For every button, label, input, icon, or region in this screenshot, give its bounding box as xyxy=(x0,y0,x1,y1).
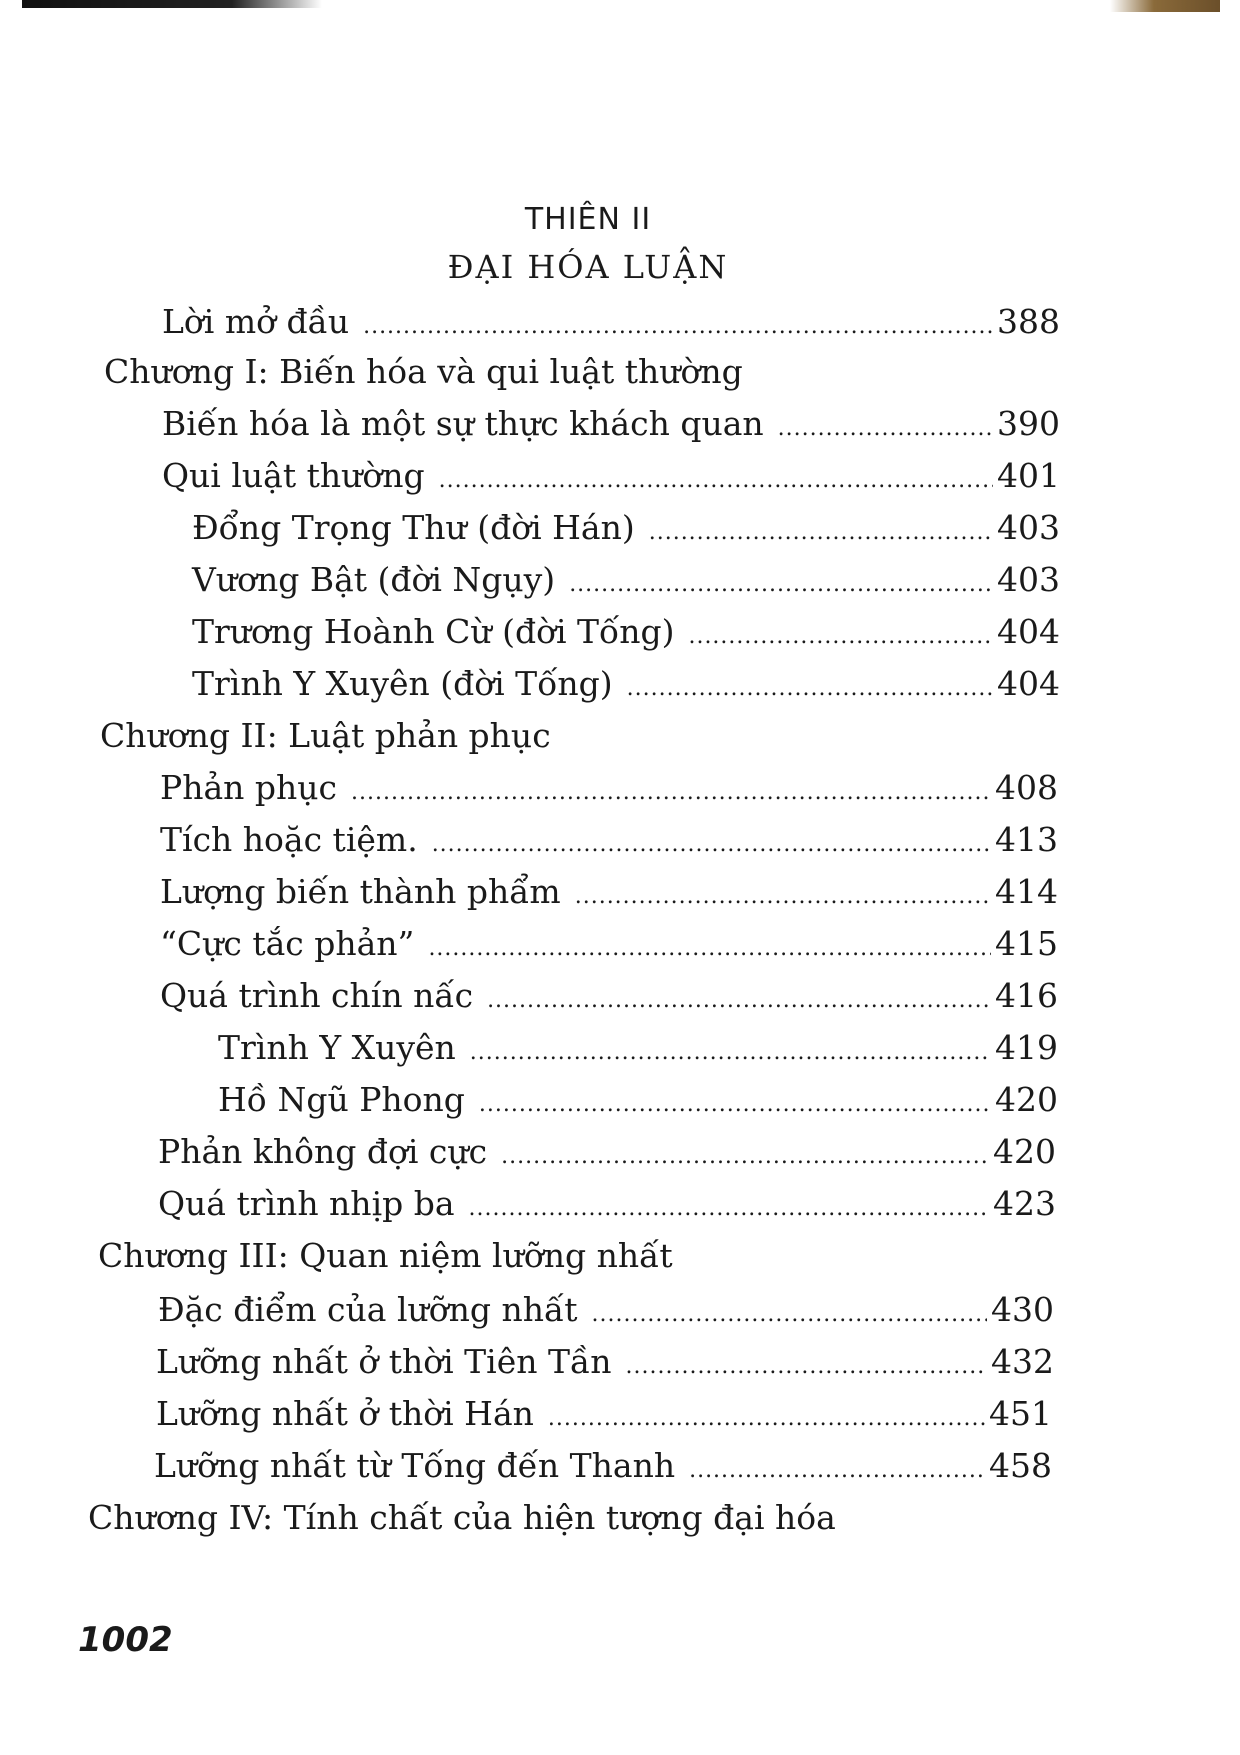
toc-entry-page: 404 xyxy=(997,612,1060,651)
toc-entry xyxy=(192,664,1060,709)
toc-entry-label: Trình Y Xuyên xyxy=(218,1028,456,1067)
toc-leader-dots xyxy=(501,1137,989,1177)
toc-entry-label: Trình Y Xuyên (đời Tống) xyxy=(192,664,613,703)
toc-entry-page: 404 xyxy=(997,664,1060,703)
toc-entry-label: Lời mở đầu xyxy=(162,302,350,341)
toc-entry xyxy=(156,1394,1052,1439)
toc-entry-page: 420 xyxy=(995,1080,1058,1119)
toc-entry xyxy=(158,1184,1056,1229)
toc-leader-dots xyxy=(428,929,991,969)
toc-entry-page: 408 xyxy=(995,768,1058,807)
toc-leader-dots xyxy=(363,307,993,347)
toc-entry xyxy=(160,976,1058,1021)
toc-entry-label: Lưỡng nhất ở thời Hán xyxy=(156,1394,534,1433)
toc-entry-page: 390 xyxy=(997,404,1060,443)
toc-entry xyxy=(218,1080,1058,1125)
toc-entry-page: 451 xyxy=(989,1394,1052,1433)
toc-entry-page: 414 xyxy=(995,872,1058,911)
toc-entry xyxy=(162,456,1060,501)
toc-leader-dots xyxy=(469,1189,989,1229)
toc-entry-label: Đặc điểm của lưỡng nhất xyxy=(158,1290,578,1329)
toc-entry-label: Biến hóa là một sự thực khách quan xyxy=(162,404,764,443)
toc-leader-dots xyxy=(688,617,993,657)
toc-entry-page: 432 xyxy=(991,1342,1054,1381)
toc-entry xyxy=(160,872,1058,917)
toc-entry-label: Lưỡng nhất từ Tống đến Thanh xyxy=(154,1446,676,1485)
chapter-heading: Chương IV: Tính chất của hiện tượng đại hóa xyxy=(88,1498,836,1537)
part-title: ĐẠI HÓA LUẬN xyxy=(447,248,729,286)
toc-leader-dots xyxy=(778,409,993,449)
toc-entry-page: 430 xyxy=(991,1290,1054,1329)
toc-entry-page: 415 xyxy=(995,924,1058,963)
toc-entry-label: Phản không đợi cực xyxy=(158,1132,488,1171)
toc-entry xyxy=(192,612,1060,657)
chapter-heading: Chương III: Quan niệm lưỡng nhất xyxy=(98,1236,673,1275)
toc-entry-page: 419 xyxy=(995,1028,1058,1067)
toc-leader-dots xyxy=(689,1451,985,1491)
toc-entry-label: Qui luật thường xyxy=(162,456,425,495)
toc-entry xyxy=(156,1342,1054,1387)
toc-entry xyxy=(158,1132,1056,1177)
toc-entry-label: “Cực tắc phản” xyxy=(160,924,415,963)
toc-entry-label: Vương Bật (đời Ngụy) xyxy=(192,560,556,599)
toc-entry-label: Lưỡng nhất ở thời Tiên Tần xyxy=(156,1342,612,1381)
toc-entry-page: 403 xyxy=(997,560,1060,599)
toc-leader-dots xyxy=(432,825,991,865)
toc-entry-page: 401 xyxy=(997,456,1060,495)
toc-entry-page: 423 xyxy=(993,1184,1056,1223)
toc-entry-label: Hồ Ngũ Phong xyxy=(218,1080,465,1119)
toc-entry-label: Quá trình chín nấc xyxy=(160,976,474,1015)
toc-entry xyxy=(160,768,1058,813)
toc-leader-dots xyxy=(569,565,993,605)
toc-leader-dots xyxy=(627,669,993,709)
toc-entry-label: Trương Hoành Cừ (đời Tống) xyxy=(192,612,675,651)
toc-entry xyxy=(160,924,1058,969)
page-number: 1002 xyxy=(78,1620,173,1660)
toc-leader-dots xyxy=(548,1399,985,1439)
toc-entry xyxy=(192,508,1060,553)
toc-leader-dots xyxy=(351,773,991,813)
toc-entry-page: 413 xyxy=(995,820,1058,859)
toc-leader-dots xyxy=(626,1347,988,1387)
toc-entry-label: Lượng biến thành phẩm xyxy=(160,872,561,911)
toc-entry-page: 416 xyxy=(995,976,1058,1015)
toc-entry-label: Phản phục xyxy=(160,768,337,807)
toc-entry-label: Đổng Trọng Thư (đời Hán) xyxy=(192,508,635,547)
toc-entry-page: 458 xyxy=(989,1446,1052,1485)
chapter-heading: Chương II: Luật phản phục xyxy=(100,716,551,755)
toc-leader-dots xyxy=(439,461,993,501)
toc-entry xyxy=(192,560,1060,605)
toc-entry xyxy=(162,302,1060,347)
toc-entry xyxy=(158,1290,1054,1335)
toc-leader-dots xyxy=(487,981,991,1021)
toc-entry xyxy=(160,820,1058,865)
toc-entry xyxy=(218,1028,1058,1073)
toc-entry-label: Tích hoặc tiệm. xyxy=(160,820,418,859)
toc-entry-page: 388 xyxy=(997,302,1060,341)
toc-leader-dots xyxy=(575,877,991,917)
toc-entry-page: 403 xyxy=(997,508,1060,547)
chapter-heading: Chương I: Biến hóa và qui luật thường xyxy=(104,352,743,391)
part-heading: THIÊN II xyxy=(524,202,652,237)
toc-leader-dots xyxy=(470,1033,991,1073)
toc-entry-label: Quá trình nhịp ba xyxy=(158,1184,455,1223)
toc-entry-page: 420 xyxy=(993,1132,1056,1171)
toc-entry xyxy=(154,1446,1052,1491)
toc-leader-dots xyxy=(649,513,993,553)
toc-leader-dots xyxy=(479,1085,991,1125)
toc-leader-dots xyxy=(591,1295,987,1335)
toc-entry xyxy=(162,404,1060,449)
